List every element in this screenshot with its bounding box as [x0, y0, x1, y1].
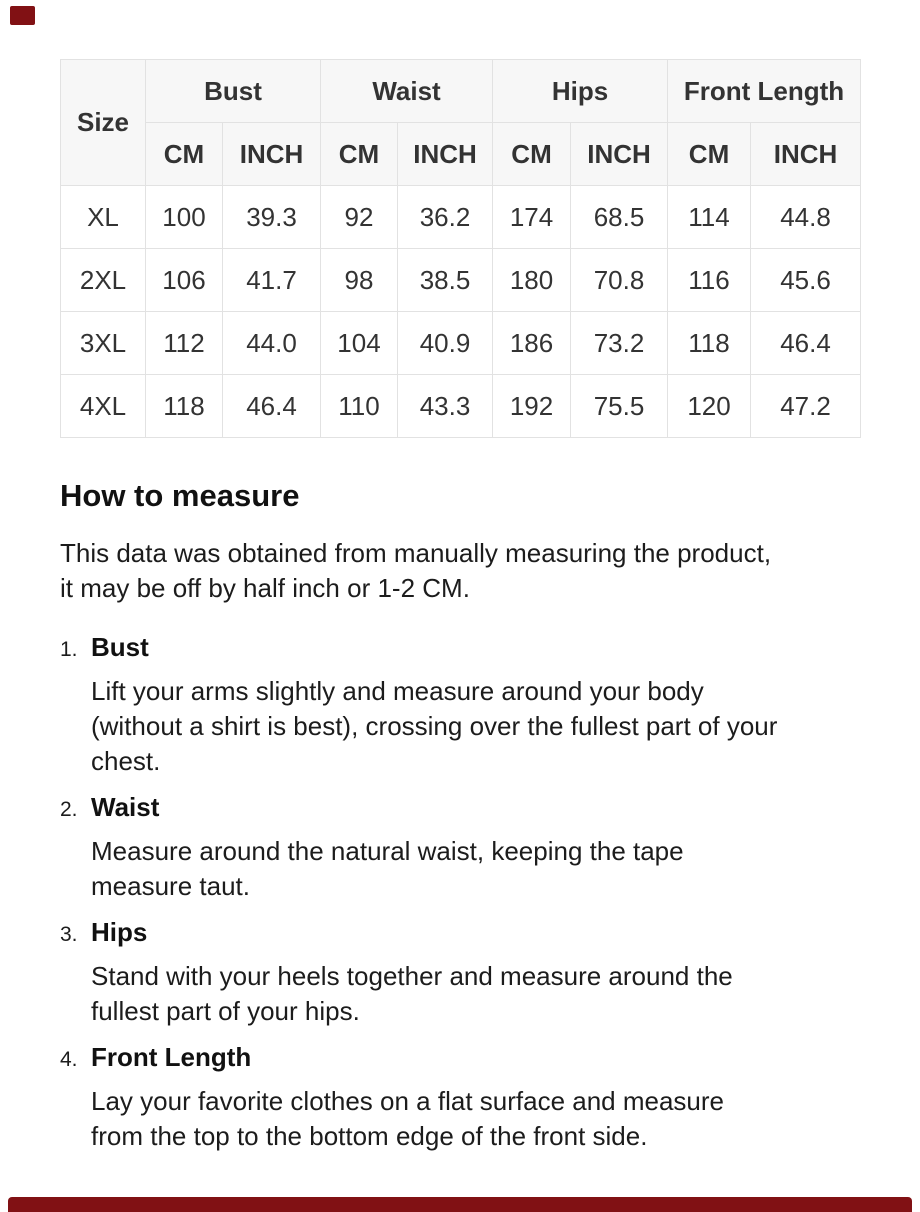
measurement-cell: 45.6 — [751, 249, 861, 312]
measurement-cell: 118 — [146, 375, 223, 438]
step-title: Bust — [91, 632, 149, 662]
step-number: 3. — [60, 923, 78, 946]
step-title: Front Length — [91, 1042, 252, 1072]
unit-header-inch: INCH — [751, 123, 861, 186]
measurement-cell: 73.2 — [571, 312, 668, 375]
intro-line: it may be off by half inch or 1-2 CM. — [60, 573, 470, 603]
measurement-cell: 46.4 — [751, 312, 861, 375]
unit-header-cm: CM — [146, 123, 223, 186]
unit-header-inch: INCH — [223, 123, 321, 186]
measurement-cell: 110 — [321, 375, 398, 438]
measurement-cell: 114 — [668, 186, 751, 249]
unit-header-cm: CM — [493, 123, 571, 186]
measurement-cell: 120 — [668, 375, 751, 438]
unit-header-cm: CM — [321, 123, 398, 186]
measurement-cell: 36.2 — [398, 186, 493, 249]
table-row — [61, 186, 861, 249]
front-length-group-header: Front Length — [668, 60, 861, 123]
unit-header-inch: INCH — [571, 123, 668, 186]
size-chart-table — [60, 59, 861, 438]
intro-line: This data was obtained from manually measuring the product, — [60, 538, 772, 568]
step-description: Lift your arms slightly and measure around your body (without a shirt is best), crossing over the fullest part of your chest. — [91, 676, 778, 776]
measurement-cell: 38.5 — [398, 249, 493, 312]
table-group-header-row — [61, 60, 861, 123]
measurement-cell: 106 — [146, 249, 223, 312]
measurement-cell: 44.0 — [223, 312, 321, 375]
table-row — [61, 249, 861, 312]
intro-paragraph — [60, 536, 865, 606]
unit-header-inch: INCH — [398, 123, 493, 186]
measurement-cell: 47.2 — [751, 375, 861, 438]
measurement-cell: 41.7 — [223, 249, 321, 312]
measurement-cell: 98 — [321, 249, 398, 312]
step-description: Lay your favorite clothes on a flat surface and measure from the top to the bottom edge of the front side. — [91, 1086, 725, 1151]
size-cell: 4XL — [61, 375, 146, 438]
table-row — [61, 312, 861, 375]
measurement-cell: 43.3 — [398, 375, 493, 438]
size-cell: 3XL — [61, 312, 146, 375]
measurement-cell: 174 — [493, 186, 571, 249]
size-cell: XL — [61, 186, 146, 249]
measurement-cell: 75.5 — [571, 375, 668, 438]
measurement-cell: 70.8 — [571, 249, 668, 312]
how-to-measure-section — [60, 478, 865, 1165]
table-row — [61, 375, 861, 438]
hips-group-header: Hips — [493, 60, 668, 123]
clipped-product-image-fragment-bottom — [8, 1197, 912, 1212]
measurement-cell: 68.5 — [571, 186, 668, 249]
step-description: Stand with your heels together and measure around the fullest part of your hips. — [91, 961, 733, 1026]
measurement-cell: 40.9 — [398, 312, 493, 375]
step-item-front-length — [60, 1040, 865, 1154]
step-item-hips — [60, 915, 865, 1029]
size-cell: 2XL — [61, 249, 146, 312]
waist-group-header: Waist — [321, 60, 493, 123]
measurement-cell: 116 — [668, 249, 751, 312]
measurement-cell: 180 — [493, 249, 571, 312]
step-number: 2. — [60, 798, 78, 821]
step-item-waist — [60, 790, 865, 904]
measurement-cell: 118 — [668, 312, 751, 375]
measurement-cell: 39.3 — [223, 186, 321, 249]
measurement-cell: 46.4 — [223, 375, 321, 438]
measurement-cell: 100 — [146, 186, 223, 249]
measurement-cell: 104 — [321, 312, 398, 375]
measurement-cell: 112 — [146, 312, 223, 375]
step-item-bust — [60, 630, 865, 779]
bust-group-header: Bust — [146, 60, 321, 123]
measurement-cell: 186 — [493, 312, 571, 375]
measurement-cell: 192 — [493, 375, 571, 438]
step-title: Waist — [91, 792, 160, 822]
size-column-header: Size — [61, 60, 146, 186]
measurement-cell: 44.8 — [751, 186, 861, 249]
step-number: 4. — [60, 1048, 78, 1071]
clipped-product-image-fragment-top — [10, 6, 35, 25]
table-unit-header-row — [61, 123, 861, 186]
unit-header-cm: CM — [668, 123, 751, 186]
how-to-measure-title: How to measure — [60, 478, 300, 513]
measurement-cell: 92 — [321, 186, 398, 249]
step-title: Hips — [91, 917, 148, 947]
step-number: 1. — [60, 638, 78, 661]
step-description: Measure around the natural waist, keeping the tape measure taut. — [91, 836, 684, 901]
